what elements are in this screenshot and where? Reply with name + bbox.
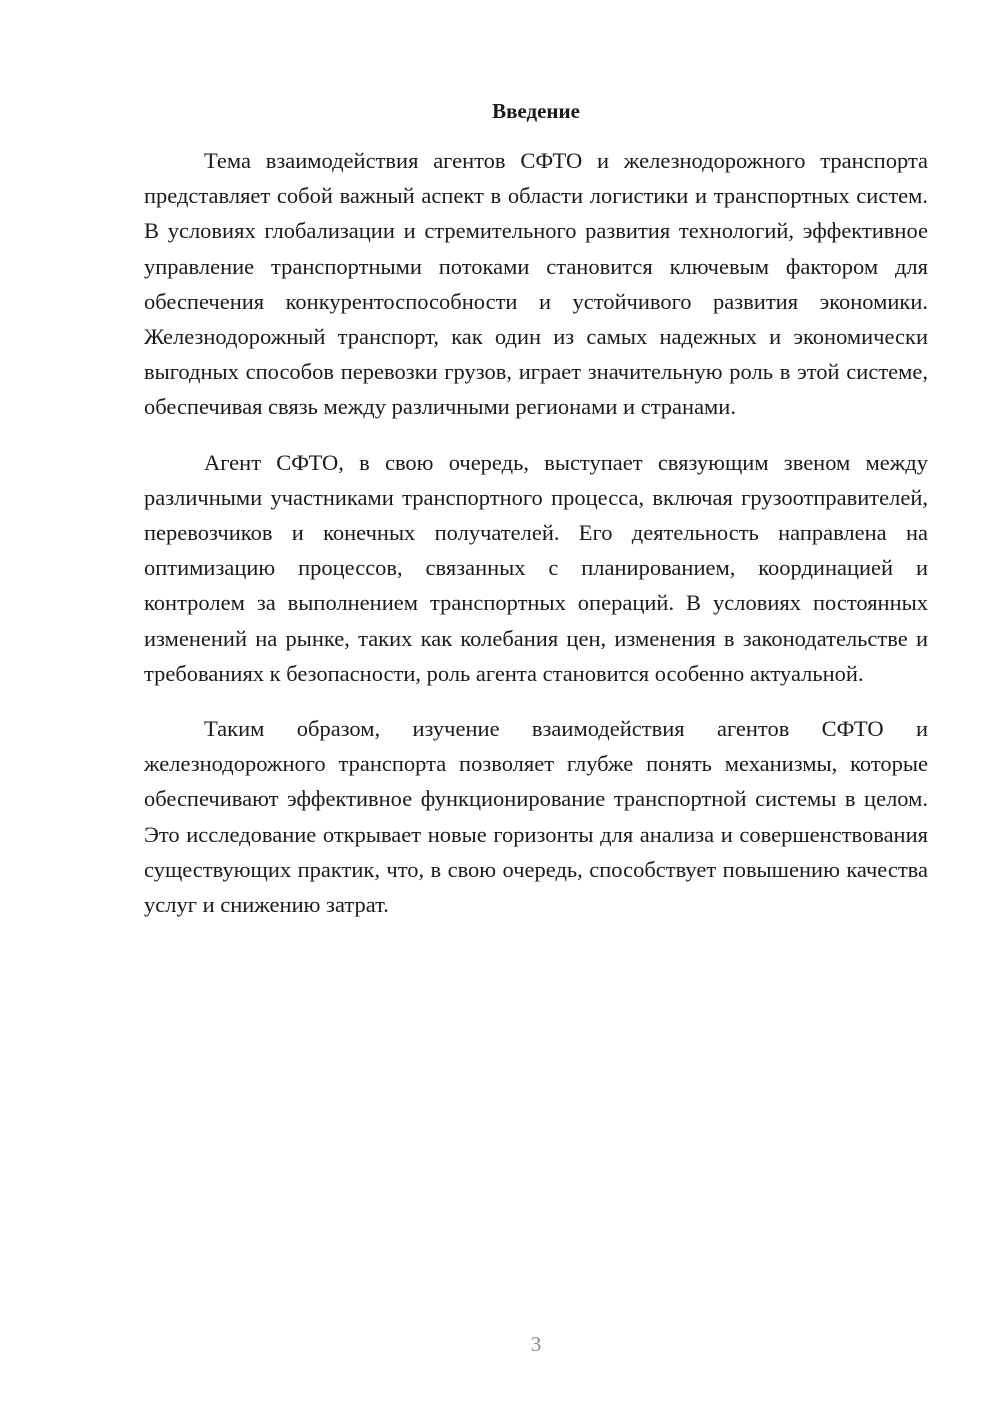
body-text bbox=[144, 143, 928, 942]
section-title: Введение bbox=[492, 99, 580, 123]
paragraph-3: Таким образом, изучение взаимодействия агентов СФТО и железнодорожного транспорта позволяет глубже понять механизмы, которые обеспечивают эффективное функционирование транспортной системы в целом. Это исследование открывает новые горизонты для анализа и совершенствования существующих практик, что, в свою очередь, способствует повышению качества услуг и снижению затрат. bbox=[144, 716, 928, 918]
page-number: 3 bbox=[530, 1332, 542, 1356]
paragraph-2: Агент СФТО, в свою очередь, выступает связующим звеном между различными участниками транспортного процесса, включая грузоотправителей, перевозчиков и конечных получателей. Его деятельность направлена на оптимизацию процессов, связанных с планированием, координацией и контролем за выполнением транспортных операций. В условиях постоянных изменений на рынке, таких как колебания цен, изменения в законодательстве и требованиях к безопасности, роль агента становится особенно актуальной. bbox=[144, 449, 928, 686]
paragraph-1: Тема взаимодействия агентов СФТО и железнодорожного транспорта представляет собой важный аспект в области логистики и транспортных систем. В условиях глобализации и стремительного развития технологий, эффективное управление транспортными потоками становится ключевым фактором для обеспечения конкурентоспособности и устойчивого развития экономики. Железнодорожный транспорт, как один из самых надежных и экономически выгодных способов перевозки грузов, играет значительную роль в этой системе, обеспечивая связь между различными регионами и странами. bbox=[144, 148, 928, 420]
